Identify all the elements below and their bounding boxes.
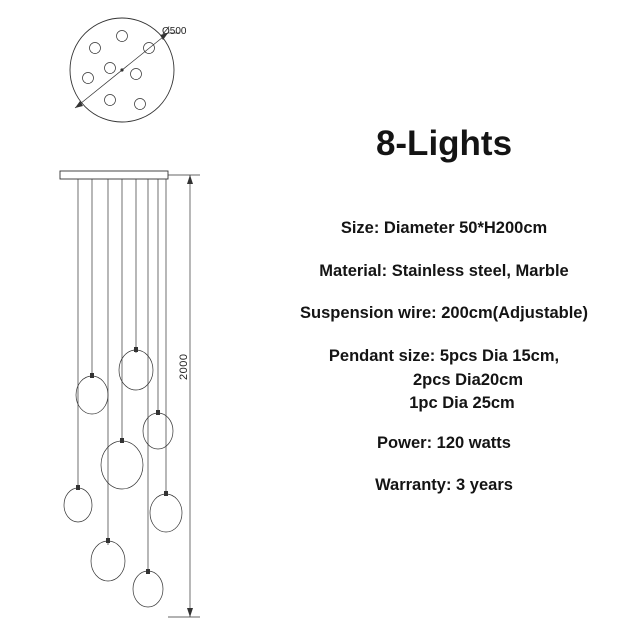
dimension-arrow: [75, 101, 83, 108]
elevation-drawing: [30, 165, 230, 625]
pendant-ring: [133, 571, 163, 607]
pendant-ring: [150, 494, 182, 532]
pendant-ring: [64, 488, 92, 522]
pendant-fitting: [76, 485, 80, 490]
height-label: 2000: [178, 353, 190, 380]
spec-material: Material: Stainless steel, Marble: [319, 261, 569, 280]
canopy-hole: [131, 69, 142, 80]
spec-power: Power: 120 watts: [377, 433, 511, 452]
pendant-fitting: [106, 538, 110, 543]
pendant-fitting: [164, 491, 168, 496]
spec-pendant-size-line2: 2pcs Dia20cm: [412, 370, 524, 389]
pendant-ring: [143, 413, 173, 449]
canopy-hole: [105, 95, 116, 106]
specification-text-column: [248, 0, 640, 640]
canopy-hole: [105, 63, 116, 74]
spec-size: Size: Diameter 50*H200cm: [340, 219, 548, 237]
pendant-ring: [91, 541, 125, 581]
top-view-svg: [40, 8, 220, 128]
spec-pendant-size-line3: 1pc Dia 25cm: [409, 393, 515, 412]
diameter-label: Ø500: [162, 26, 187, 37]
pendant-fitting: [156, 410, 160, 415]
top-view-drawing: [40, 8, 220, 128]
dimension-arrow: [187, 608, 193, 617]
pendant-fitting: [90, 373, 94, 378]
spec-suspension-wire: Suspension wire: 200cm(Adjustable): [300, 304, 588, 323]
dimension-arrow: [187, 175, 193, 184]
canopy-hole: [117, 31, 128, 42]
spec-warranty: Warranty: 3 years: [375, 476, 513, 495]
pendant-ring: [101, 441, 143, 489]
pendant-ring: [76, 376, 108, 414]
page-title: 8-Lights: [375, 124, 513, 163]
specification-list: [248, 218, 640, 518]
canopy-bar: [60, 171, 168, 179]
elevation-svg: [30, 165, 230, 625]
canopy-hole: [90, 43, 101, 54]
spec-pendant-size: Pendant size: 5pcs Dia 15cm,: [328, 346, 560, 365]
canopy-hole: [135, 99, 146, 110]
canopy-hole: [83, 73, 94, 84]
technical-drawing-column: [0, 0, 240, 640]
pendant-fitting: [120, 438, 124, 443]
pendant-fitting: [146, 569, 150, 574]
diameter-dimension-line: [75, 33, 168, 108]
pendant-fitting: [134, 347, 138, 352]
